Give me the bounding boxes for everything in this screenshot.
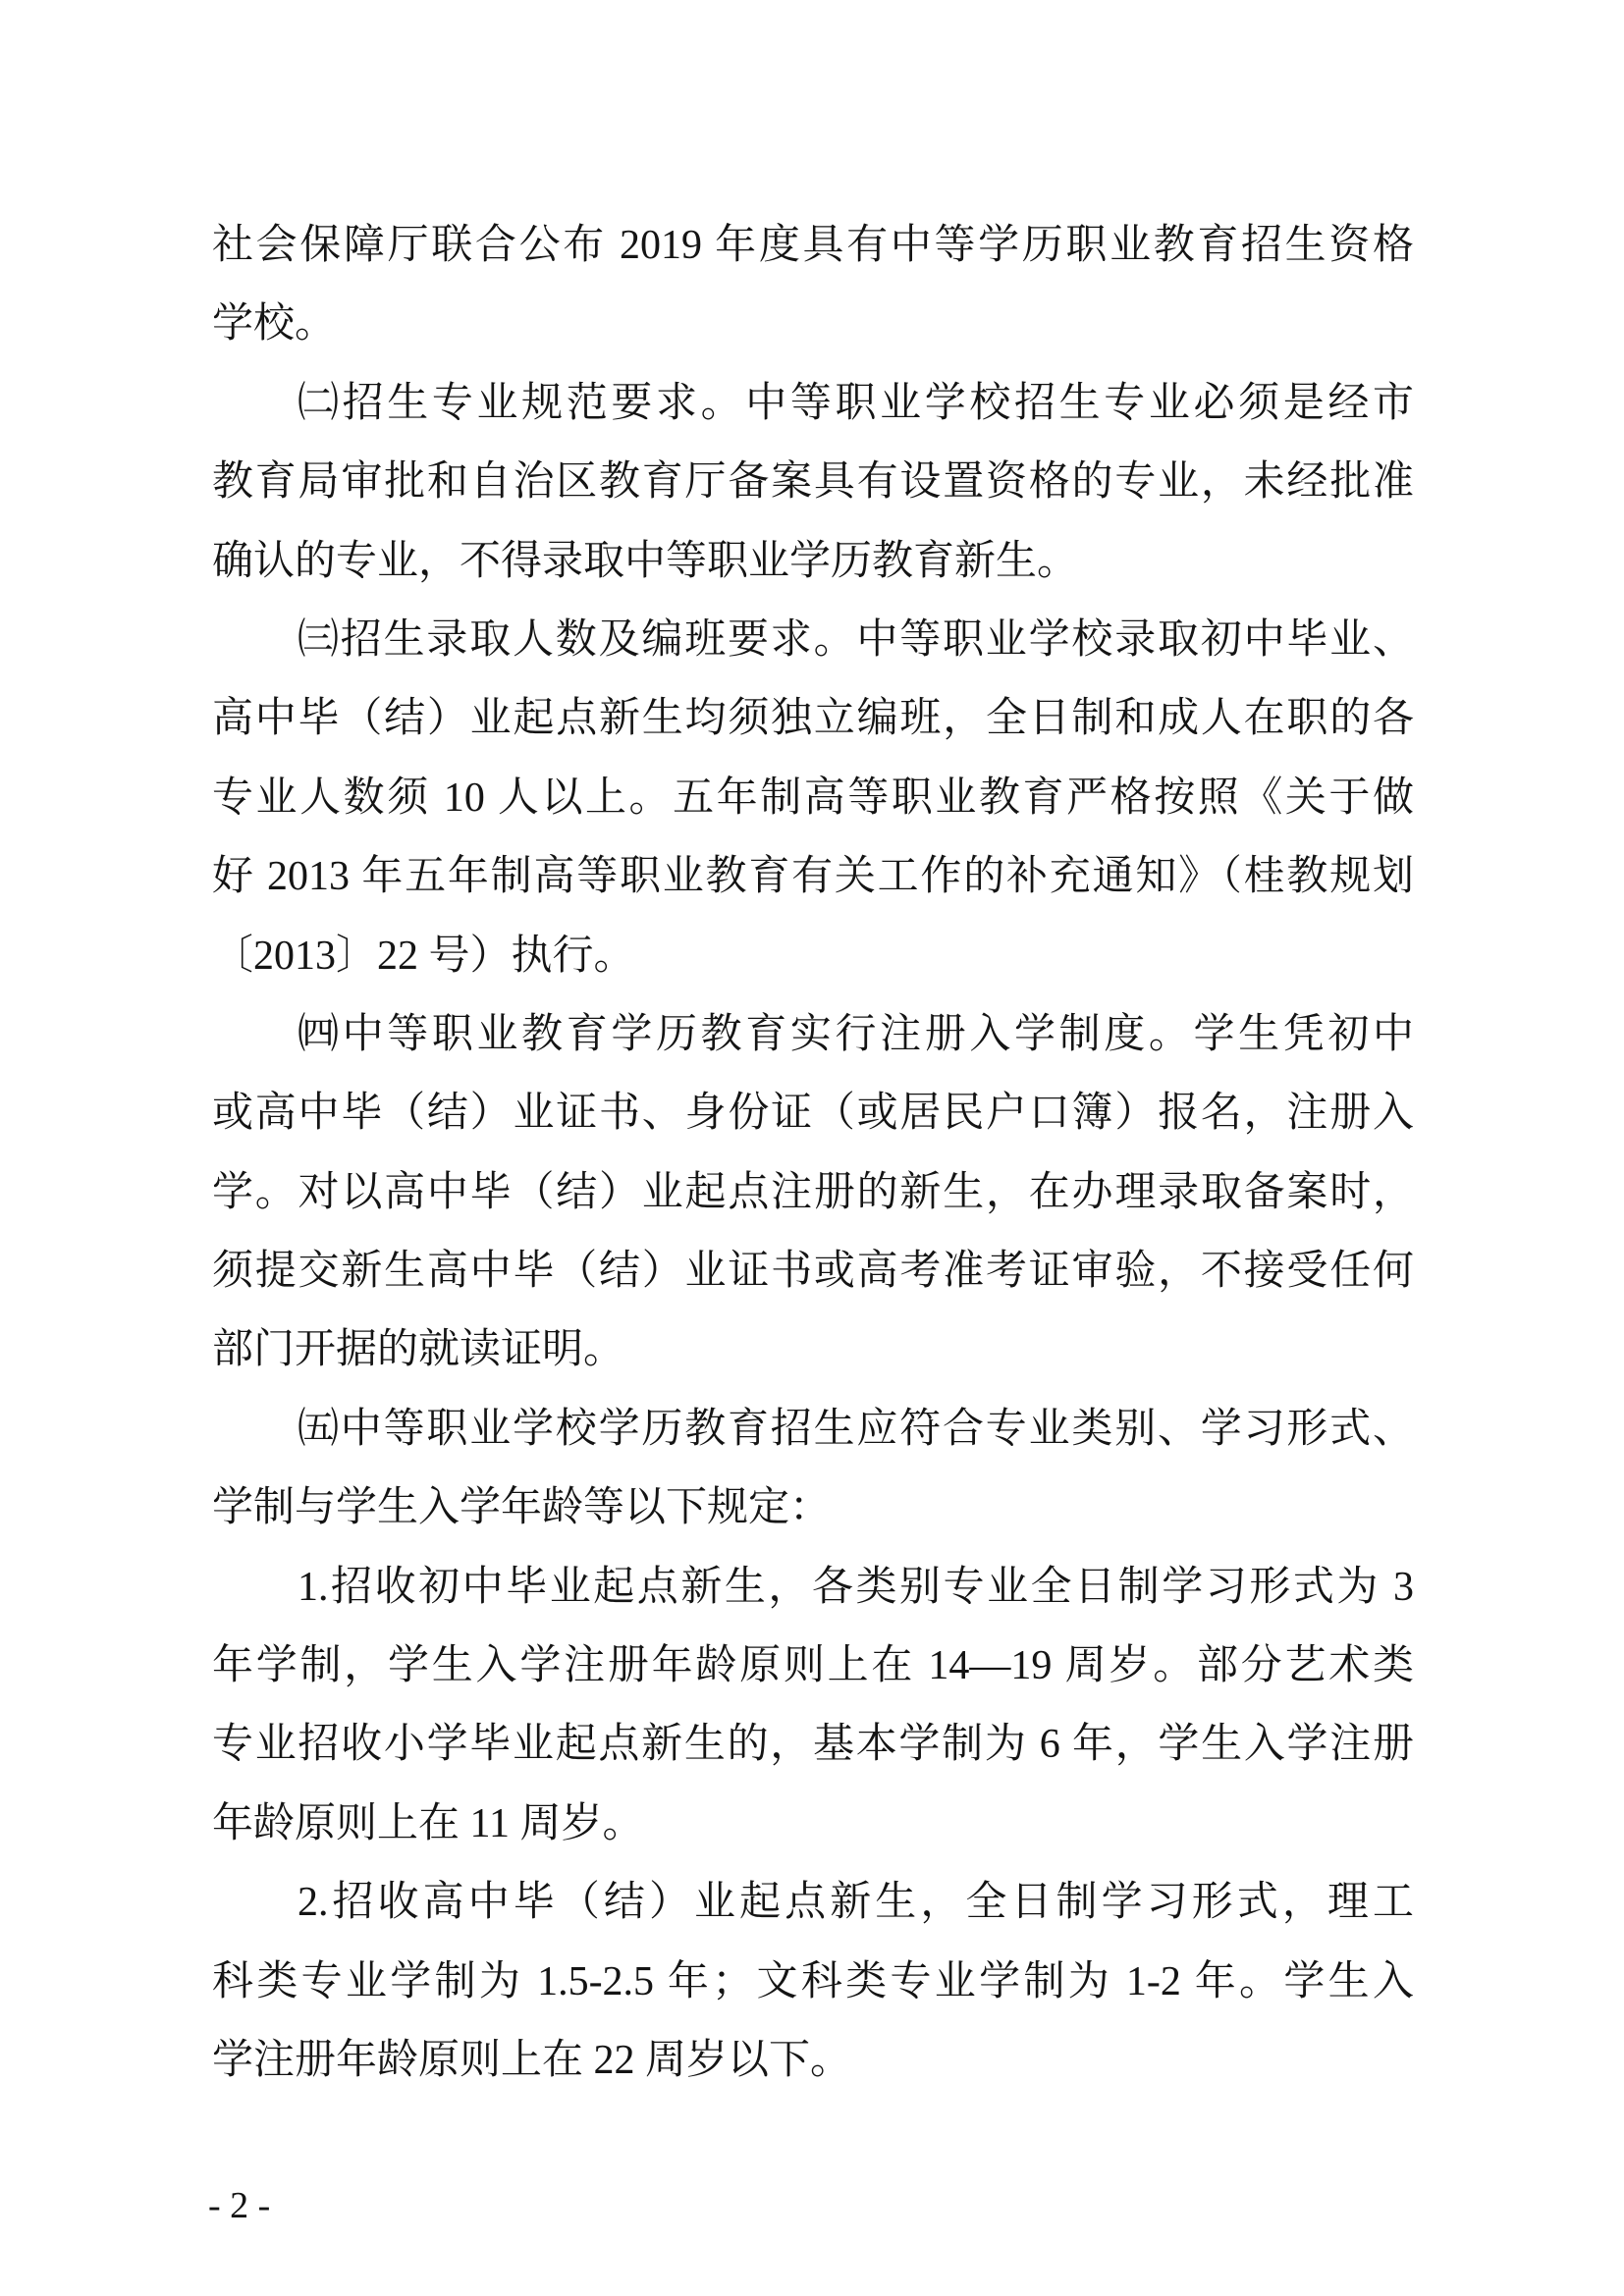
text-line: 科类专业学制为 1.5-2.5 年；文科类专业学制为 1-2 年。学生入 [212, 1958, 1414, 2004]
text-line: 年龄原则上在 11 周岁。 [212, 1800, 644, 1846]
text-line: 高中毕（结）业起点新生均须独立编班，全日制和成人在职的各 [212, 696, 1414, 742]
text-line: ㈤中等职业学校学历教育招生应符合专业类别、学习形式、 [298, 1406, 1414, 1452]
text-line: 或高中毕（结）业证书、身份证（或居民户口簿）报名，注册入 [212, 1091, 1414, 1137]
text-line: ㈢招生录取人数及编班要求。中等职业学校录取初中毕业、 [298, 616, 1414, 663]
text-line: 须提交新生高中毕（结）业证书或高考准考证审验，不接受任何 [212, 1249, 1414, 1295]
text-line: 专业人数须 10 人以上。五年制高等职业教育严格按照《关于做 [212, 774, 1414, 821]
paragraph-section-3 [212, 601, 1414, 995]
text-line: ㈣中等职业教育学历教育实行注册入学制度。学生凭初中 [298, 1011, 1414, 1057]
text-line: 学校。 [212, 301, 337, 347]
page-number: - 2 - [208, 2185, 271, 2226]
text-line: 〔2013〕22 号）执行。 [212, 933, 635, 979]
text-line: 专业招收小学毕业起点新生的，基本学制为 6 年，学生入学注册 [212, 1722, 1414, 1768]
text-line: 部门开据的就读证明。 [212, 1327, 625, 1373]
paragraph-section-2 [212, 364, 1414, 601]
text-line: 教育局审批和自治区教育厅备案具有设置资格的专业，未经批准 [212, 459, 1414, 506]
text-line: ㈡招生专业规范要求。中等职业学校招生专业必须是经市 [298, 380, 1414, 426]
text-line: 确认的专业，不得录取中等职业学历教育新生。 [212, 538, 1079, 584]
text-line: 学。对以高中毕（结）业起点注册的新生，在办理录取备案时， [212, 1169, 1414, 1215]
paragraph-item-1 [212, 1548, 1414, 1864]
text-line: 1.招收初中毕业起点新生，各类别专业全日制学习形式为 3 [298, 1564, 1414, 1610]
paragraph-continuation [212, 206, 1414, 364]
text-line: 2.招收高中毕（结）业起点新生，全日制学习形式，理工 [298, 1880, 1414, 1926]
text-line: 社会保障厅联合公布 2019 年度具有中等学历职业教育招生资格 [212, 223, 1414, 268]
text-line: 好 2013 年五年制高等职业教育有关工作的补充通知》（桂教规划 [212, 854, 1414, 900]
text-line: 学注册年龄原则上在 22 周岁以下。 [212, 2037, 852, 2083]
text-line: 学制与学生入学年龄等以下规定： [212, 1485, 832, 1531]
paragraph-item-2 [212, 1863, 1414, 2100]
paragraph-section-5 [212, 1390, 1414, 1548]
text-line: 年学制，学生入学注册年龄原则上在 14—19 周岁。部分艺术类 [212, 1643, 1414, 1689]
paragraph-section-4 [212, 995, 1414, 1390]
document-body [212, 206, 1414, 2100]
